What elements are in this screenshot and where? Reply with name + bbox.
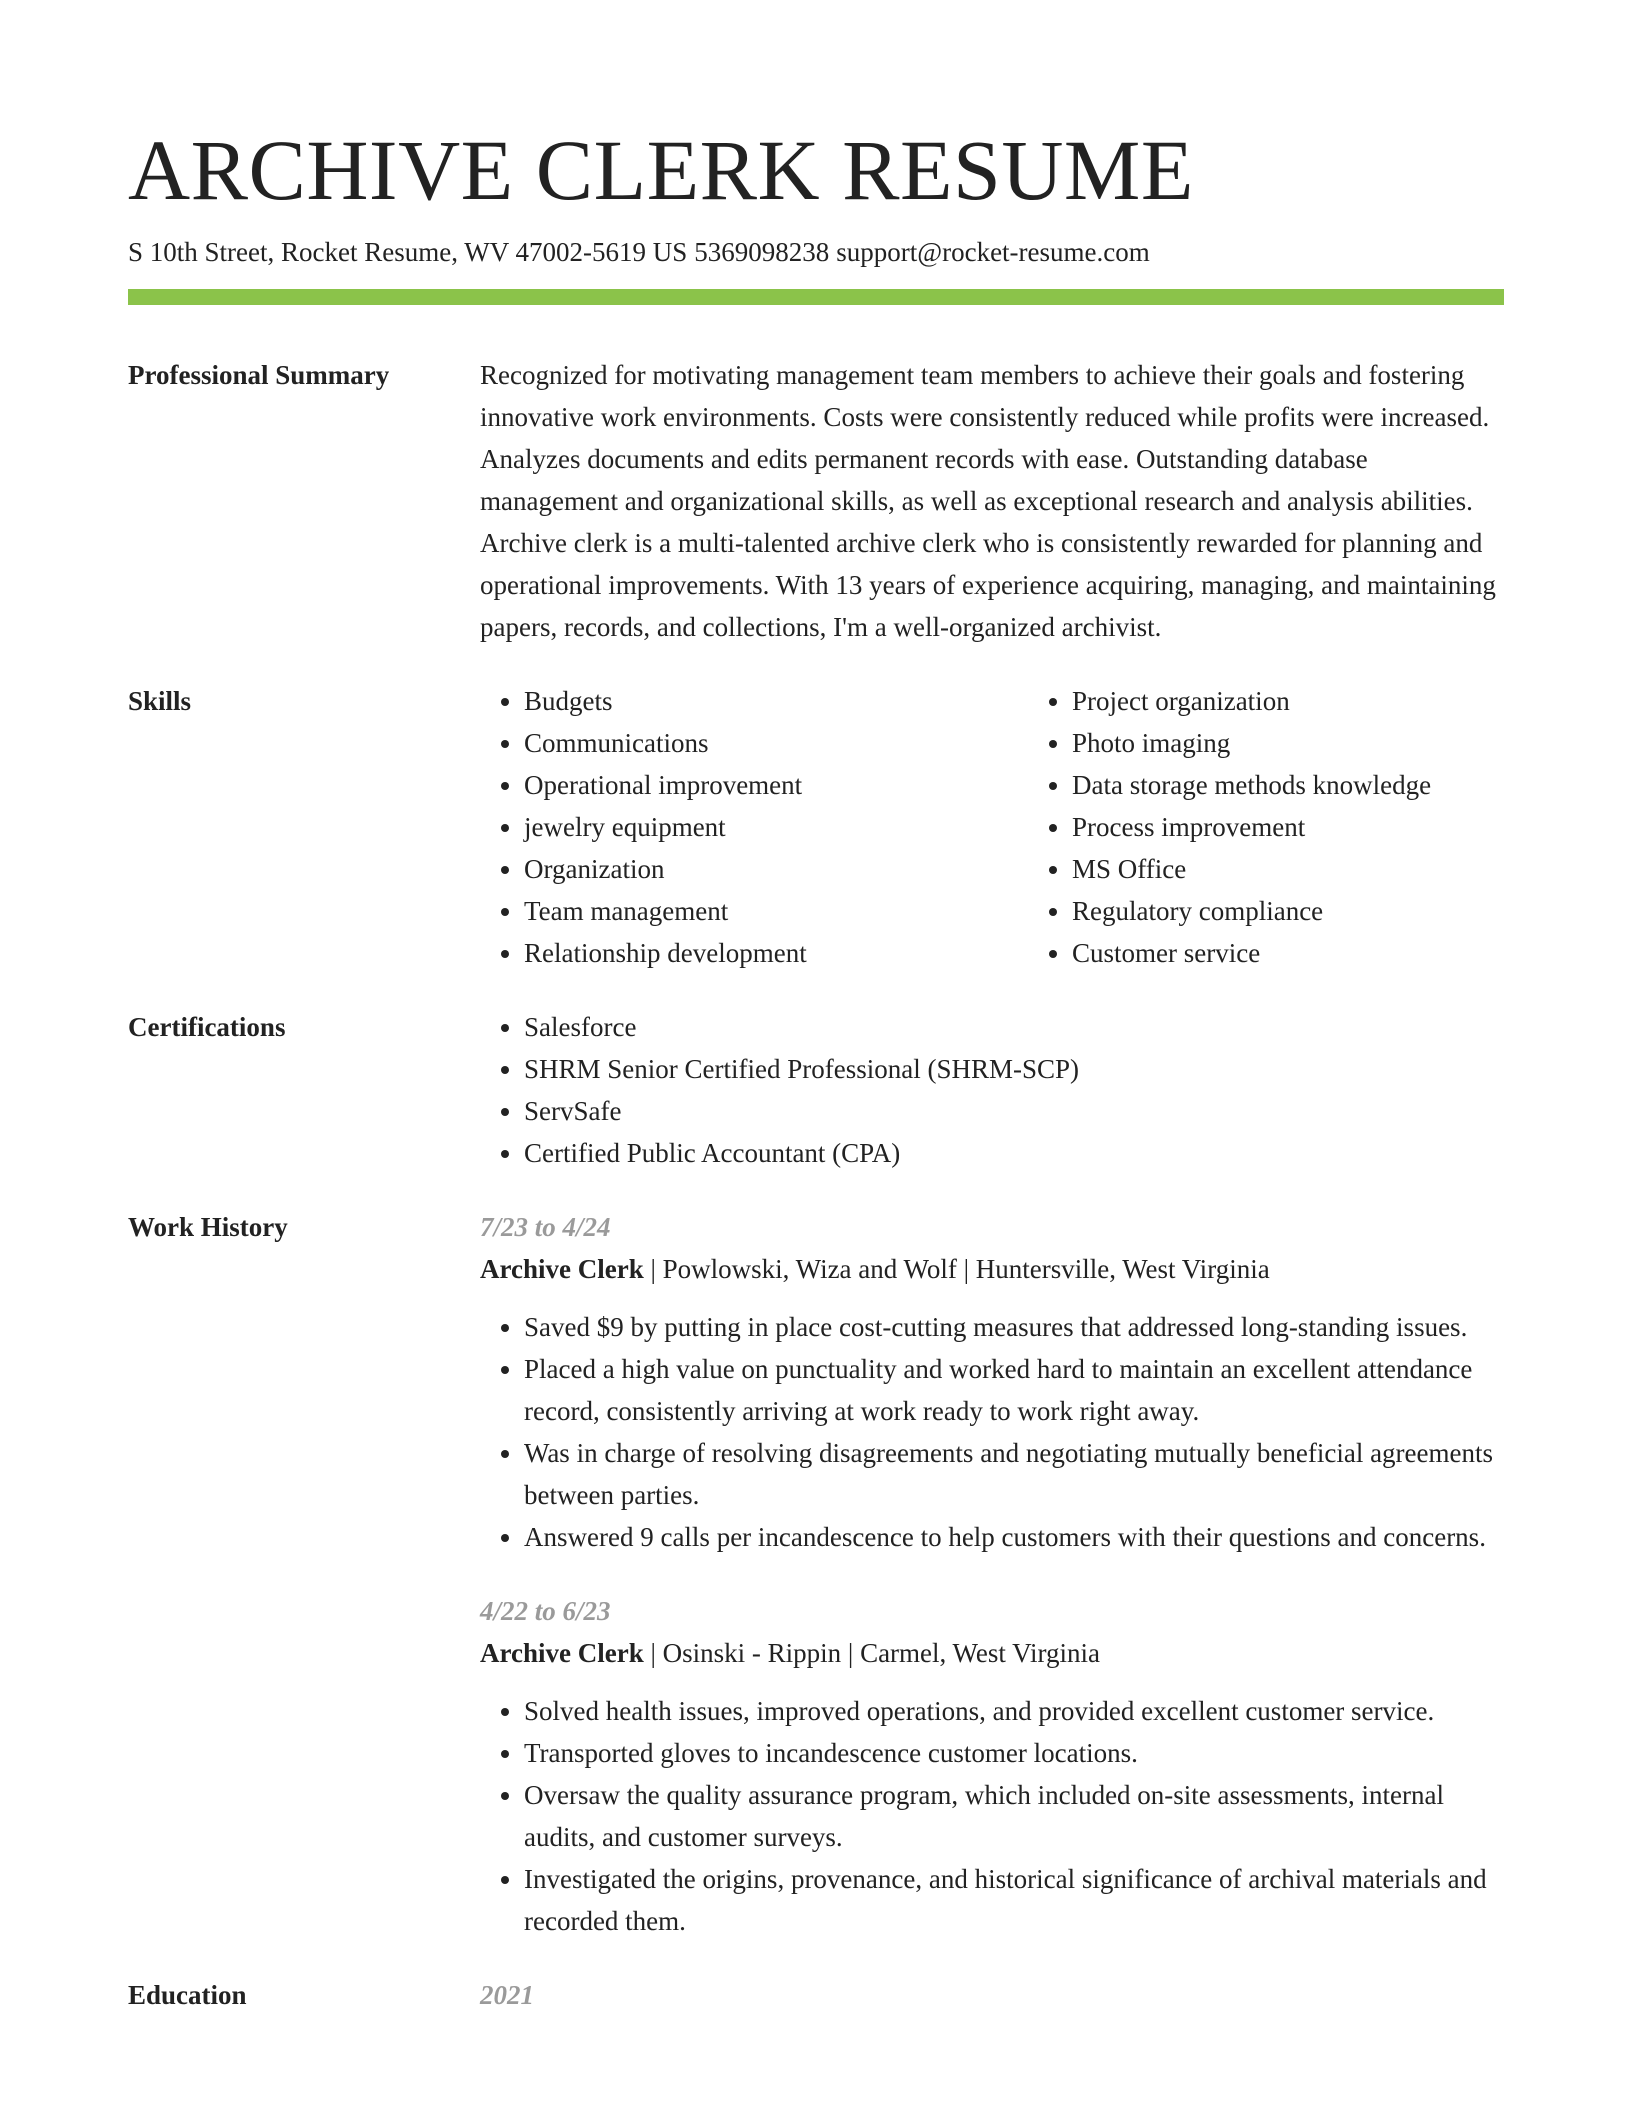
certification-item: • Certified Public Accountant (CPA)	[524, 1132, 1504, 1174]
job-company: Powlowski, Wiza and Wolf	[662, 1254, 957, 1284]
skill-item: • Communications	[524, 722, 1028, 764]
job-entry	[480, 1590, 1504, 1942]
contact-address: S 10th Street, Rocket Resume, WV 47002-5619 US	[128, 237, 688, 267]
skill-item: • Regulatory compliance	[1072, 890, 1576, 932]
skills-list-right	[1028, 680, 1576, 974]
job-dates: 4/22 to 6/23	[480, 1596, 611, 1626]
skill-item: • MS Office	[1072, 848, 1576, 890]
skills-columns	[480, 680, 1576, 974]
job-company: Osinski - Rippin	[662, 1638, 842, 1668]
job-entry	[480, 1206, 1504, 1558]
work-history-section	[128, 1206, 1504, 1942]
job-heading: Archive Clerk | Powlowski, Wiza and Wolf | Huntersville, West Virginia	[480, 1254, 1270, 1284]
job-bullet: • Answered 9 calls per incandescence to help customers with their questions and concerns.	[524, 1516, 1504, 1558]
skill-item: • Relationship development	[524, 932, 1028, 974]
skills-list-left	[480, 680, 1028, 974]
skill-item: • Photo imaging	[1072, 722, 1576, 764]
skills-section	[128, 680, 1504, 974]
certifications-section	[128, 1006, 1504, 1174]
job-bullets	[480, 1306, 1504, 1558]
job-bullets	[480, 1690, 1504, 1942]
job-bullet: • Placed a high value on punctuality and worked hard to maintain an excellent attendance record, consistently arriving at work ready to work right away.	[524, 1348, 1504, 1432]
certifications-list	[480, 1006, 1504, 1174]
job-bullet: • Transported gloves to incandescence customer locations.	[524, 1732, 1504, 1774]
certification-item: • ServSafe	[524, 1090, 1504, 1132]
resume-title: ARCHIVE CLERK RESUME	[128, 122, 1194, 218]
work-history-heading: Work History	[128, 1212, 288, 1242]
skill-item: • Data storage methods knowledge	[1072, 764, 1576, 806]
education-heading: Education	[128, 1980, 247, 2010]
job-bullet: • Solved health issues, improved operations, and provided excellent customer service.	[524, 1690, 1504, 1732]
certifications-heading: Certifications	[128, 1012, 286, 1042]
skill-item: • Budgets	[524, 680, 1028, 722]
job-title: Archive Clerk	[480, 1638, 644, 1668]
skill-item: • Process improvement	[1072, 806, 1576, 848]
job-bullet: • Oversaw the quality assurance program, which included on-site assessments, internal audits, and customer surveys.	[524, 1774, 1504, 1858]
job-title: Archive Clerk	[480, 1254, 644, 1284]
job-bullet: • Saved $9 by putting in place cost-cutting measures that addressed long-standing issues.	[524, 1306, 1504, 1348]
certification-item: • Salesforce	[524, 1006, 1504, 1048]
job-heading: Archive Clerk | Osinski - Rippin | Carmel, West Virginia	[480, 1638, 1100, 1668]
skill-item: • Organization	[524, 848, 1028, 890]
education-section	[128, 1974, 1504, 2016]
job-location: Huntersville, West Virginia	[975, 1254, 1270, 1284]
resume-page	[128, 0, 1504, 2016]
summary-section	[128, 354, 1504, 648]
job-dates: 7/23 to 4/24	[480, 1212, 611, 1242]
summary-heading: Professional Summary	[128, 360, 390, 390]
skill-item: • Customer service	[1072, 932, 1576, 974]
skill-item: • Operational improvement	[524, 764, 1028, 806]
job-location: Carmel, West Virginia	[860, 1638, 1100, 1668]
skills-heading: Skills	[128, 686, 192, 716]
header-divider	[128, 289, 1504, 305]
contact-phone: 5369098238	[694, 237, 830, 267]
job-bullet: • Investigated the origins, provenance, and historical significance of archival materials and recorded them.	[524, 1858, 1504, 1942]
contact-line	[128, 234, 1504, 270]
job-bullet: • Was in charge of resolving disagreements and negotiating mutually beneficial agreements between parties.	[524, 1432, 1504, 1516]
skill-item: • Team management	[524, 890, 1028, 932]
skill-item: • Project organization	[1072, 680, 1576, 722]
contact-email: support@rocket-resume.com	[836, 237, 1150, 267]
skill-item: • jewelry equipment	[524, 806, 1028, 848]
certification-item: • SHRM Senior Certified Professional (SHRM-SCP)	[524, 1048, 1504, 1090]
summary-text: Recognized for motivating management team members to achieve their goals and fostering innovative work environments. Costs were consistently reduced while profits were increased. Analyzes documents and edits permanent records with ease. Outstanding database management and organizational skills, as well as exceptional research and analysis abilities. Archive clerk is a multi-talented archive clerk who is consistently rewarded for planning and operational improvements. With 13 years of experience acquiring, managing, and maintaining papers, records, and collections, I'm a well-organized archivist.	[480, 360, 1496, 642]
education-year: 2021	[480, 1980, 534, 2010]
